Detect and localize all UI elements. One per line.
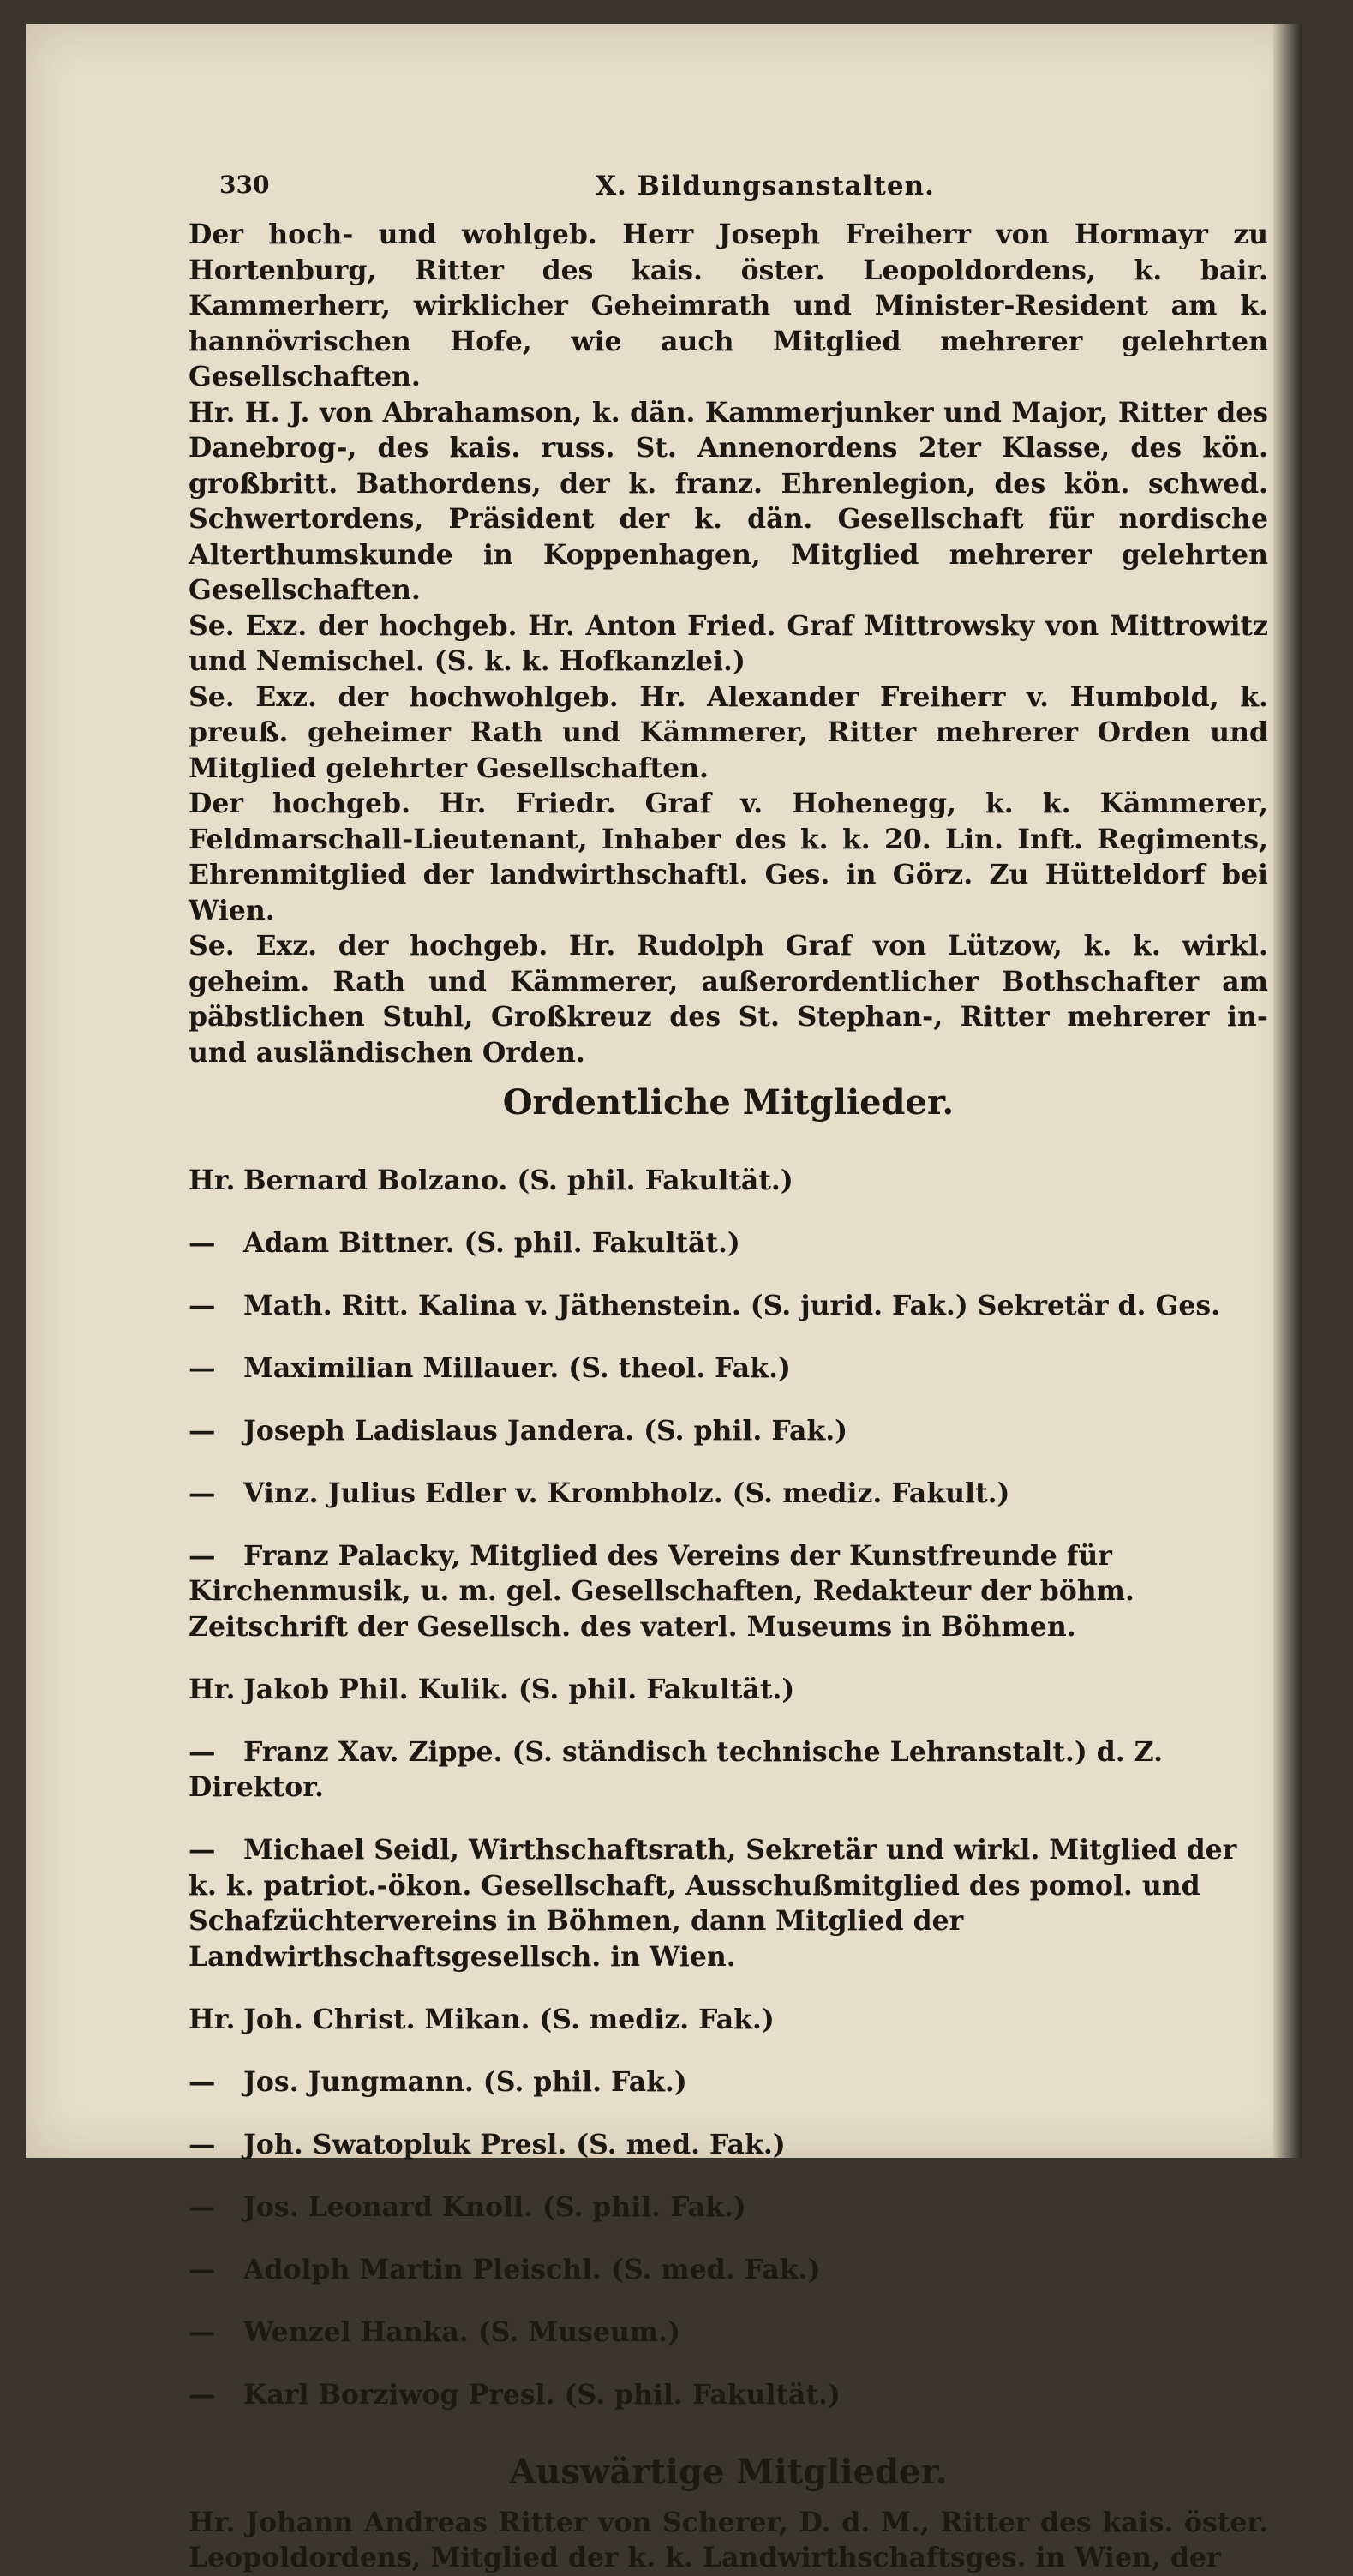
member-text: Joseph Ladislaus Jandera. (S. phil. Fak.) [243,1414,848,1447]
member-prefix: — [189,1289,216,1321]
member-text: Bernard Bolzano. (S. phil. Fakultät.) [243,1164,793,1196]
member-entry [189,2377,1268,2413]
foreign-members-list [189,2505,1268,2576]
member-prefix: Hr. [189,2003,236,2035]
page-gutter-shadow [1273,24,1302,2158]
member-prefix: — [189,1351,216,1384]
member-prefix: — [189,1539,216,1572]
member-entry [189,1288,1268,1324]
running-head [189,165,1268,217]
member-entry [189,1672,1268,1708]
member-entry [189,2252,1268,2288]
book-page [26,24,1302,2573]
member-text: Joh. Swatopluk Presl. (S. med. Fak.) [243,2128,786,2160]
member-entry [189,1225,1268,1261]
member-text: Math. Ritt. Kalina v. Jäthenstein. (S. jurid. Fak.) Sekretär d. Ges. [243,1289,1221,1321]
honorary-entry: Der hochgeb. Hr. Friedr. Graf v. Hohenegg, k. k. Kämmerer, Feldmarschall-Lieutenant, Inhaber des k. k. 20. Lin. Inft. Regiments, Ehrenmitglied der landwirthschaftl. Ges. in Görz. Zu Hütteldorf bei Wien. [189,788,1268,926]
honorary-members-list [189,217,1268,1070]
member-prefix: — [189,2253,216,2285]
member-text: Michael Seidl, Wirthschaftsrath, Sekretär und wirkl. Mitglied der k. k. patriot.-ökon. Gesellschaft, Ausschußmitglied des pomol. und Schafzüchtervereins in Böhmen, dann Mitglied der Landwirthschaftsgesellsch. in Wien. [189,1834,1237,1973]
member-prefix: — [189,2065,216,2098]
member-prefix: — [189,2190,216,2223]
foreign-members-heading: Auswärtige Mitglieder. [509,2451,948,2492]
member-entry [189,1734,1268,1806]
member-text: Karl Borziwog Presl. (S. phil. Fakultät.) [243,2378,841,2411]
member-entry [189,1476,1268,1512]
ordinary-members-list [189,1163,1268,2413]
honorary-entry: Se. Exz. der hochgeb. Hr. Rudolph Graf von Lützow, k. k. wirkl. geheim. Rath und Kämmerer, außerordentlicher Bothschafter am päbstlichen Stuhl, Großkreuz des St. Stephan-, Ritter mehrerer in- und ausländischen Orden. [189,930,1268,1069]
member-entry [189,1538,1268,1645]
member-entry [189,2190,1268,2226]
member-entry [189,1351,1268,1387]
member-prefix: Hr. [189,1164,236,1196]
member-prefix: — [189,1735,216,1768]
member-text: Wenzel Hanka. (S. Museum.) [243,2315,680,2348]
member-text: Franz Palacky, Mitglied des Vereins der Kunstfreunde für Kirchenmusik, u. m. gel. Gesellschaften, Redakteur der böhm. Zeitschrift der Gesellsch. des vaterl. Museums in Böhmen. [189,1539,1134,1643]
honorary-entry: Hr. H. J. von Abrahamson, k. dän. Kammerjunker und Major, Ritter des Danebrog-, des kais. russ. St. Annenordens 2ter Klasse, des kön. großbritt. Bathordens, der k. franz. Ehrenlegion, des kön. schwed. Schwertordens, Präsident der k. dän. Gesellschaft für nordische Alterthumskunde in Koppenhagen, Mitglied mehrerer gelehrten Gesellschaften. [189,396,1268,606]
honorary-entry: Der hoch- und wohlgeb. Herr Joseph Freiherr von Hormayr zu Hortenburg, Ritter des kais. öster. Leopoldordens, k. bair. Kammerherr, wirklicher Geheimrath und Minister-Resident am k. hannövrischen Hofe, wie auch Mitglied mehrerer gelehrten Gesellschaften. [189,219,1268,392]
member-prefix: Hr. [189,1673,236,1705]
member-entry [189,2064,1268,2100]
member-text: Franz Xav. Zippe. (S. ständisch technische Lehranstalt.) d. Z. Direktor. [189,1735,1164,1803]
member-text: Jakob Phil. Kulik. (S. phil. Fakultät.) [243,1673,795,1705]
member-prefix: — [189,1414,216,1447]
member-entry [189,2002,1268,2038]
chapter-title: X. Bildungsanstalten. [596,171,935,201]
member-prefix: — [189,1477,216,1509]
member-entry [189,1832,1268,1974]
member-entry [189,1163,1268,1199]
page-number: 330 [219,171,270,199]
foreign-member-entry: Hr. Johann Andreas Ritter von Scherer, D. d. M., Ritter des kais. öster. Leopoldordens, Mitglied der k. k. Landwirthschaftsges. in Wien, der [189,2506,1268,2573]
member-entry [189,1413,1268,1449]
member-text: Vinz. Julius Edler v. Krombholz. (S. mediz. Fakult.) [243,1477,1010,1509]
member-prefix: — [189,1226,216,1259]
ordinary-members-heading: Ordentliche Mitglieder. [502,1082,955,1123]
member-text: Maximilian Millauer. (S. theol. Fak.) [243,1351,791,1384]
member-prefix: — [189,2378,216,2411]
member-text: Jos. Jungmann. (S. phil. Fak.) [243,2065,687,2098]
member-text: Adam Bittner. (S. phil. Fakultät.) [243,1226,740,1259]
member-prefix: — [189,2315,216,2348]
member-text: Joh. Christ. Mikan. (S. mediz. Fak.) [243,2003,775,2035]
member-text: Jos. Leonard Knoll. (S. phil. Fak.) [243,2190,746,2223]
member-entry [189,2315,1268,2351]
member-prefix: — [189,1834,216,1866]
page-content [189,165,1268,2576]
honorary-entry: Se. Exz. der hochwohlgeb. Hr. Alexander Freiherr v. Humbold, k. preuß. geheimer Rath und Kämmerer, Ritter mehrerer Orden und Mitglied gelehrter Gesellschaften. [189,680,1268,784]
member-prefix: — [189,2128,216,2160]
honorary-entry: Se. Exz. der hochgeb. Hr. Anton Fried. Graf Mittrowsky von Mittrowitz und Nemischel. (S. k. k. Hofkanzlei.) [189,609,1268,677]
member-text: Adolph Martin Pleischl. (S. med. Fak.) [243,2253,821,2285]
member-entry [189,2127,1268,2163]
